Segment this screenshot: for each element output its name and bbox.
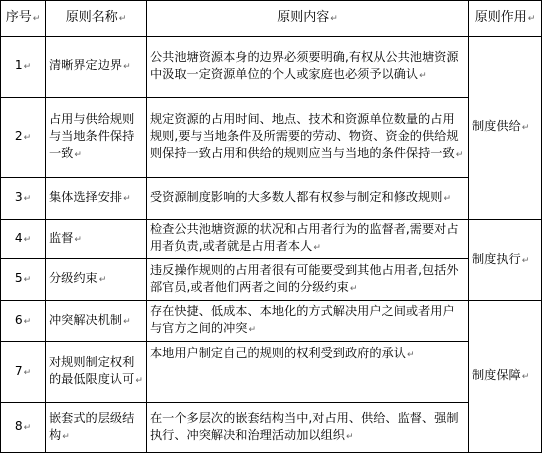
principle-name: 集体选择安排↵ [46,177,147,219]
principle-name: 嵌套式的层级结构↵ [46,403,147,453]
row-number: 2↵ [1,97,46,177]
table-row [1,36,542,97]
principle-content: 在一个多层次的嵌套结构当中,对占用、供给、监督、强制执行、冲突解决和治理活动加以组织↵ [147,403,469,453]
row-number: 5↵ [1,259,46,301]
principle-content: 存在快捷、低成本、本地化的方式解决用户之间或者用户与官方之间的冲突↵ [147,301,469,342]
principle-name: 监督↵ [46,220,147,259]
header-role: 原则作用↵ [469,1,542,37]
row-number: 6↵ [1,301,46,342]
row-number: 4↵ [1,220,46,259]
principle-name: 对规则制定权利的最低限度认可↵ [46,342,147,403]
principle-content: 规定资源的占用时间、地点、技术和资源单位数量的占用规则,要与当地条件及所需要的劳动、物资、资金的供给规则保持一致占用和供给的规则应当与当地的条件保持一致↵ [147,97,469,177]
principle-role: 制度执行↵ [469,220,542,301]
table-row [1,220,542,259]
table-row [1,97,542,177]
principle-name: 清晰界定边界↵ [46,36,147,97]
principle-content: 检查公共池塘资源的状况和占用者行为的监督者,需要对占用者负责,或者就是占用者本人↵ [147,220,469,259]
principle-name: 占用与供给规则与当地条件保持一致↵ [46,97,147,177]
header-row [1,1,542,37]
header-content: 原则内容↵ [147,1,469,37]
table-row [1,259,542,301]
row-number: 8↵ [1,403,46,453]
principle-content: 受资源制度影响的大多数人都有权参与制定和修改规则↵ [147,177,469,219]
row-number: 1↵ [1,36,46,97]
table-row [1,342,542,403]
principle-content: 公共池塘资源本身的边界必须要明确,有权从公共池塘资源中汲取一定资源单位的个人或家庭也必须予以确认↵ [147,36,469,97]
principle-content: 违反操作规则的占用者很有可能要受到其他占用者,包括外部官员,或者他们两者之间的分级约束↵ [147,259,469,301]
table-row [1,403,542,453]
principle-role: 制度保障↵ [469,301,542,453]
table-row [1,177,542,219]
principle-name: 分级约束↵ [46,259,147,301]
principle-content: 本地用户制定自己的规则的权利受到政府的承认↵ [147,342,469,403]
header-name: 原则名称↵ [46,1,147,37]
row-number: 7↵ [1,342,46,403]
principle-role: 制度供给↵ [469,36,542,219]
table-row [1,301,542,342]
header-number: 序号↵ [1,1,46,37]
row-number: 3↵ [1,177,46,219]
principle-name: 冲突解决机制↵ [46,301,147,342]
